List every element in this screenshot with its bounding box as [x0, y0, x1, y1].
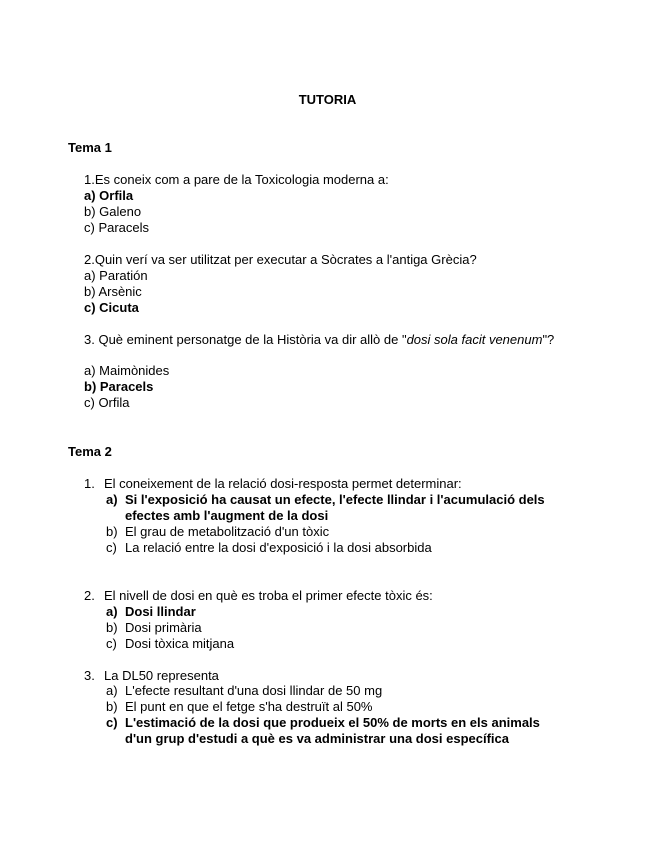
tema1-heading: Tema 1	[68, 140, 112, 155]
tema1-q3-question-post: "?	[542, 332, 555, 347]
tema2-q1-option-b-label: b)	[106, 524, 118, 539]
tema2-q1-option-b-line1: El grau de metabolització d'un tòxic	[125, 524, 330, 539]
tema2-q1-question: El coneixement de la relació dosi-resposta permet determinar:	[104, 476, 462, 491]
tema2-q1-option-a-line2: efectes amb l'augment de la dosi	[125, 508, 329, 523]
tema2-q3-option-b-line1: El punt en que el fetge s'ha destruït al 50%	[125, 699, 373, 714]
tema1-q3-question-pre: 3. Què eminent personatge de la Història va dir allò de "	[84, 332, 407, 347]
tema1-q1-option-c: c) Paracels	[84, 220, 150, 235]
tema2-q3-option-b-label: b)	[106, 699, 118, 714]
tema2-q1-option-c-line1: La relació entre la dosi d'exposició i la dosi absorbida	[125, 540, 432, 555]
tema2-q2-option-c-line1: Dosi tòxica mitjana	[125, 636, 235, 651]
tema1-q1-option-b: b) Galeno	[84, 204, 142, 219]
tema2-q2-option-a-label: a)	[106, 604, 118, 619]
tema2-q2-option-a-line1: Dosi llindar	[125, 604, 196, 619]
tema2-q1-number: 1.	[84, 476, 95, 491]
tema1-q2-question: 2.Quin verí va ser utilitzat per executar a Sòcrates a l'antiga Grècia?	[84, 252, 477, 267]
tema1-q3-option-a: a) Maimònides	[84, 363, 170, 378]
tema2-q2-question: El nivell de dosi en què es troba el primer efecte tòxic és:	[104, 588, 433, 603]
tema1-q3-question-quote: dosi sola facit venenum	[406, 332, 543, 347]
tema1-q2-option-b: b) Arsènic	[84, 284, 142, 299]
tema2-q3-option-a-label: a)	[106, 683, 118, 698]
tema2-heading: Tema 2	[68, 444, 112, 459]
tema2-q1-option-a-line1: Si l'exposició ha causat un efecte, l'efecte llindar i l'acumulació dels	[125, 492, 545, 507]
tema2-q3-option-c-line2: d'un grup d'estudi a què es va administrar una dosi específica	[125, 731, 510, 746]
tema1-q3-option-c: c) Orfila	[84, 395, 130, 410]
tema2-q1-option-c-label: c)	[106, 540, 117, 555]
tema2-q3-question: La DL50 representa	[104, 668, 219, 683]
page-title: TUTORIA	[298, 92, 357, 107]
tema2-q2-number: 2.	[84, 588, 95, 603]
tema1-q3-question	[84, 332, 554, 348]
tema1-q2-option-c: c) Cicuta	[84, 300, 139, 315]
tema2-q3-option-c-label: c)	[106, 715, 118, 730]
tema1-q3-option-b: b) Paracels	[84, 379, 154, 394]
tema2-q2-option-b-line1: Dosi primària	[125, 620, 202, 635]
tema1-q1-question: 1.Es coneix com a pare de la Toxicologia moderna a:	[84, 172, 389, 187]
tema2-q1-option-a-label: a)	[106, 492, 118, 507]
tema2-q3-number: 3.	[84, 668, 95, 683]
tema2-q2-option-c-label: c)	[106, 636, 117, 651]
tema2-q3-option-a-line1: L'efecte resultant d'una dosi llindar de 50 mg	[125, 683, 383, 698]
tema1-q1-option-a: a) Orfila	[84, 188, 134, 203]
tema2-q3-option-c-line1: L'estimació de la dosi que produeix el 50% de morts en els animals	[125, 715, 540, 730]
tema1-q2-option-a: a) Paratión	[84, 268, 148, 283]
tema2-q2-option-b-label: b)	[106, 620, 118, 635]
